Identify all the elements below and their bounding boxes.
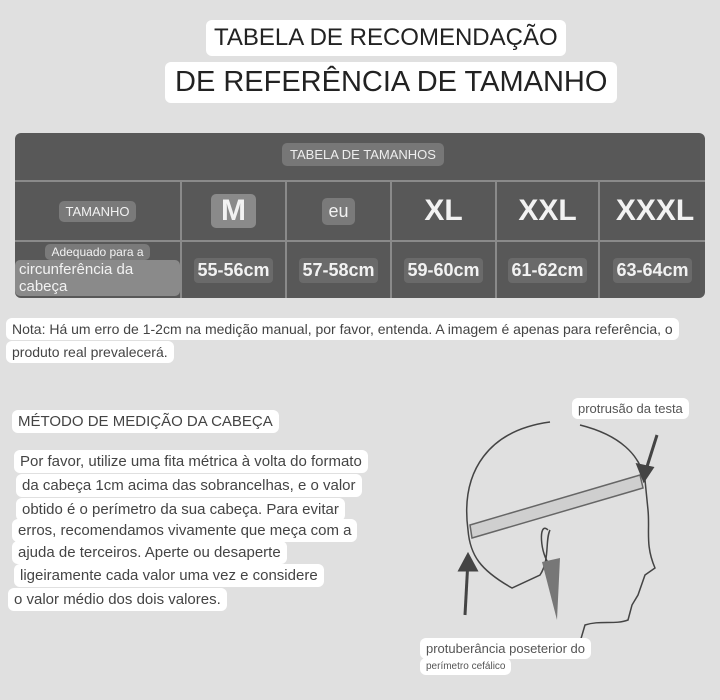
size-xxl: XXL [518,194,577,227]
method-line: obtido é o perímetro da sua cabeça. Para evitar [16,498,345,521]
size-eu: eu [322,198,354,225]
size-table [15,133,705,298]
title-line-1: TABELA DE RECOMENDAÇÃO [206,20,566,56]
range-eu: 57-58cm [299,258,377,283]
range-m: 55-56cm [194,258,272,283]
method-line: Por favor, utilize uma fita métrica à volta do formato [14,450,368,473]
size-xl: XL [424,194,463,227]
method-line: ligeiramente cada valor uma vez e considere [14,564,324,587]
fit-header-line2: circunferência da cabeça [15,260,180,296]
size-m: M [211,194,256,228]
note-line-2: produto real prevalecerá. [6,341,174,363]
range-xl: 59-60cm [404,258,482,283]
fit-header-line1: Adequado para a [45,244,149,260]
method-line: da cabeça 1cm acima das sobrancelhas, e o valor [16,474,362,497]
method-line: ajuda de terceiros. Aperte ou desaperte [12,541,287,564]
label-back-line2: perímetro cefálico [420,658,511,675]
label-forehead: protrusão da testa [572,398,689,419]
range-xxxl: 63-64cm [613,258,691,283]
method-line: erros, recomendamos vivamente que meça com a [12,519,357,542]
note-line-1: Nota: Há um erro de 1-2cm na medição manual, por favor, entenda. A imagem é apenas para referência, o [6,318,679,340]
table-caption: TABELA DE TAMANHOS [282,143,444,166]
label-back-line1: protuberância poseterior do [420,638,591,659]
size-xxxl: XXXL [615,194,695,227]
size-header: TAMANHO [59,201,135,222]
title-line-2: DE REFERÊNCIA DE TAMANHO [165,62,617,103]
method-line: o valor médio dos dois valores. [8,588,227,611]
neck-shadow-icon [542,558,560,620]
method-heading: MÉTODO DE MEDIÇÃO DA CABEÇA [12,410,279,433]
range-xxl: 61-62cm [508,258,586,283]
